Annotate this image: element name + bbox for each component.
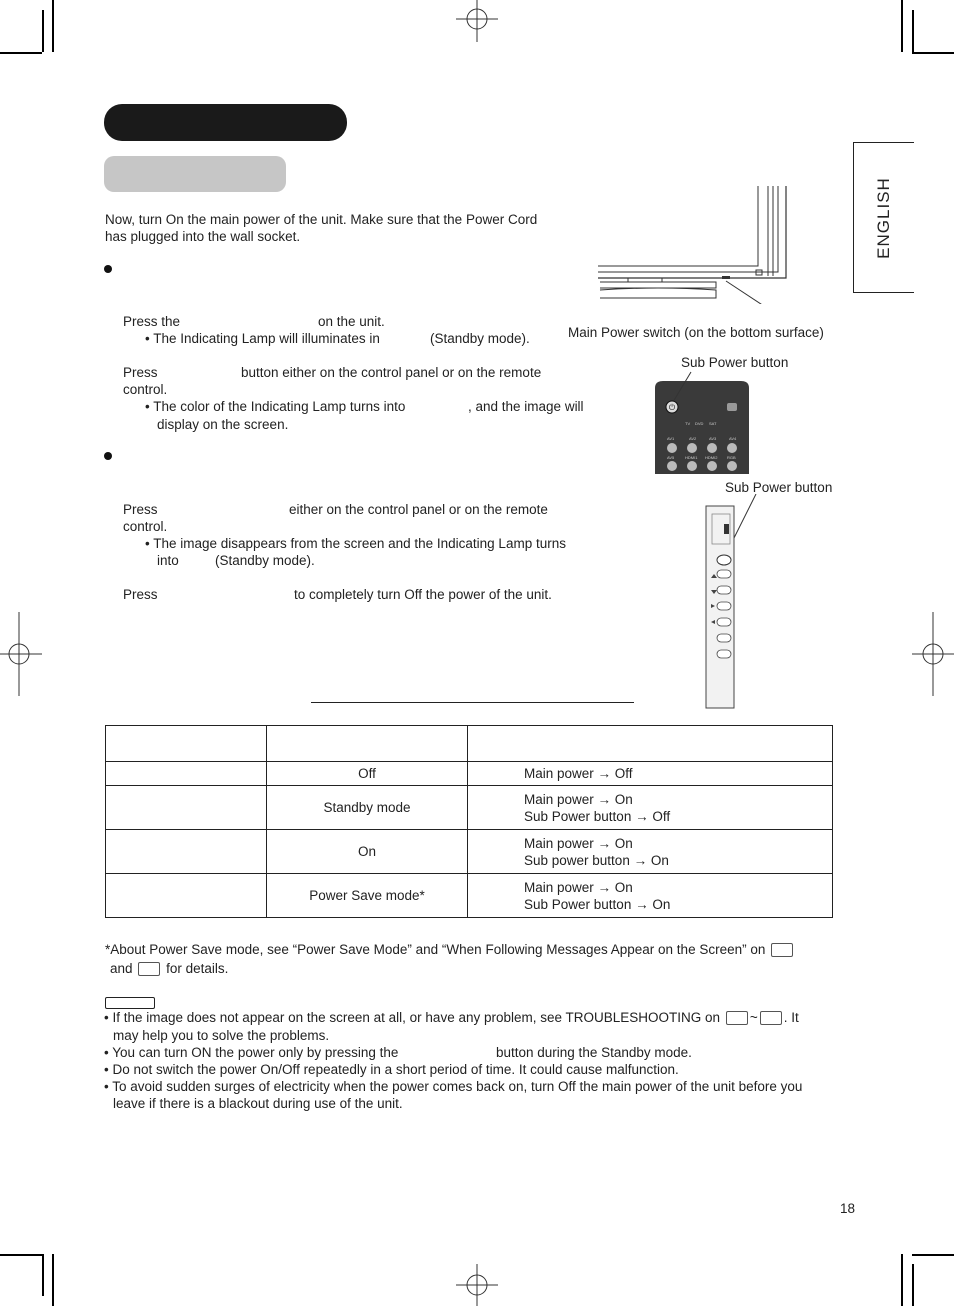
- note-line: may help you to solve the problems.: [113, 1028, 330, 1043]
- tv-bottom-illustration: [598, 186, 798, 304]
- note-text: • If the image does not appear on the screen at all, or have any problem, see TROUBLESHOOTING on: [104, 1010, 721, 1025]
- remote-control-illustration: [655, 370, 750, 474]
- footnote-details: for details.: [166, 961, 229, 976]
- table-condition: Main power → On: [524, 835, 633, 851]
- crop-mark: [912, 1264, 914, 1306]
- remote-label-av3: AV3: [709, 436, 717, 441]
- turn-off-step1-note: • The image disappears from the screen and the Indicating Lamp turns: [145, 536, 566, 551]
- turn-on-step1: Press the: [123, 314, 181, 329]
- page-number: 18: [840, 1201, 856, 1216]
- table-row: [106, 762, 833, 786]
- note-line: button during the Standby mode.: [496, 1045, 692, 1060]
- turn-off-step1-note-suffix: (Standby mode).: [215, 553, 315, 568]
- remote-label-av5: AV5: [667, 455, 675, 460]
- table-condition: Main power → On: [524, 879, 633, 895]
- section-heading-bar: [104, 104, 347, 141]
- page-ref-icon: [760, 1011, 782, 1025]
- turn-on-step2-line2: control.: [123, 382, 168, 397]
- table-state: On: [267, 830, 468, 874]
- sub-power-panel-label: Sub Power button: [725, 480, 833, 495]
- remote-label-hdmi1: HDMI1: [685, 455, 698, 460]
- turn-off-step1: Press: [123, 502, 158, 517]
- table-row: [106, 786, 833, 830]
- crop-mark: [901, 0, 903, 52]
- note-text: . It: [783, 1010, 799, 1025]
- remote-label-av4: AV4: [729, 436, 737, 441]
- note-line: • To avoid sudden surges of electricity when the power comes back on, turn Off the main power of the unit before you: [104, 1079, 803, 1094]
- note-icon: [105, 997, 155, 1009]
- table-state: Power Save mode*: [267, 874, 468, 918]
- remote-label-av2: AV2: [689, 436, 697, 441]
- turn-on-step1-note-suffix: (Standby mode).: [430, 331, 530, 346]
- table-row: [106, 830, 833, 874]
- page-ref-icon: [726, 1011, 748, 1025]
- table-header-row: [106, 726, 833, 762]
- main-power-switch-label: Main Power switch (on the bottom surface): [568, 325, 824, 340]
- control-panel-illustration: [700, 494, 760, 710]
- note-line: • You can turn ON the power only by pressing the: [104, 1045, 399, 1060]
- footnote-line2: [110, 960, 228, 977]
- table-condition: Main power → On: [524, 791, 633, 807]
- subsection-heading-bar: [104, 156, 286, 192]
- crop-mark: [52, 0, 54, 52]
- remote-label-sat: SAT: [709, 421, 717, 426]
- bullet-dot: [104, 452, 112, 460]
- footnote-line1: *About Power Save mode, see “Power Save Mode” and “When Following Messages Appear on the Screen” on: [105, 942, 766, 957]
- intro-line: has plugged into the wall socket.: [105, 229, 301, 244]
- turn-on-step2-suffix: button either on the control panel or on the remote: [241, 365, 542, 380]
- remote-label-rgb: RGB: [727, 455, 736, 460]
- sub-power-remote-label: Sub Power button: [681, 355, 789, 370]
- turn-on-step2: Press: [123, 365, 158, 380]
- footnote-and: and: [110, 961, 133, 976]
- remote-label-dvd: DVD: [695, 421, 704, 426]
- power-icon: ⏻: [668, 403, 676, 412]
- turn-off-step2-suffix: to completely turn Off the power of the unit.: [294, 587, 552, 602]
- crop-mark: [42, 10, 44, 52]
- turn-off-step1-suffix: either on the control panel or on the remote: [289, 502, 548, 517]
- page-ref-icon: [138, 962, 160, 976]
- turn-off-step2: Press: [123, 587, 158, 602]
- power-status-table: [105, 725, 833, 918]
- table-condition: Sub Power button → Off: [524, 808, 671, 824]
- crop-mark: [0, 1254, 42, 1256]
- registration-mark: [912, 612, 954, 696]
- table-condition: Sub power button → On: [524, 852, 669, 868]
- bullet-dot: [104, 265, 112, 273]
- turn-on-step1-note: • The Indicating Lamp will illuminates in: [145, 331, 380, 346]
- table-condition: Main power → Off: [524, 766, 633, 781]
- note-tilde: ~: [749, 1010, 758, 1025]
- crop-mark: [912, 10, 914, 52]
- turn-on-step2-note-suffix: , and the image will: [468, 399, 584, 414]
- turn-on-step1-suffix: on the unit.: [318, 314, 385, 329]
- note-line: leave if there is a blackout during use of the unit.: [113, 1096, 403, 1111]
- registration-mark: [456, 0, 498, 42]
- intro-line: Now, turn On the main power of the unit. Make sure that the Power Cord: [105, 212, 538, 227]
- language-tab-label: ENGLISH: [874, 176, 893, 259]
- crop-mark: [912, 52, 954, 54]
- turn-on-step2-note: • The color of the Indicating Lamp turns into: [145, 399, 406, 414]
- language-tab: [853, 142, 914, 293]
- turn-off-step1-line2: control.: [123, 519, 168, 534]
- note-line: [104, 1009, 799, 1026]
- crop-mark: [52, 1254, 54, 1306]
- crop-mark: [0, 52, 42, 54]
- registration-mark: [456, 1264, 498, 1306]
- footnote: [105, 941, 795, 958]
- remote-label-hdmi2: HDMI2: [705, 455, 718, 460]
- remote-label-tv: TV: [685, 421, 691, 426]
- note-line: • Do not switch the power On/Off repeatedly in a short period of time. It could cause malfunction.: [104, 1062, 679, 1077]
- divider: [311, 702, 634, 703]
- crop-mark: [42, 1254, 44, 1296]
- table-row: [106, 874, 833, 918]
- turn-on-step2-note-line2: display on the screen.: [157, 417, 289, 432]
- table-state: Off: [267, 762, 468, 786]
- registration-mark: [0, 612, 42, 696]
- table-condition: Sub Power button → On: [524, 896, 671, 912]
- crop-mark: [901, 1254, 903, 1306]
- remote-label-av1: AV1: [667, 436, 675, 441]
- table-state: Standby mode: [267, 786, 468, 830]
- turn-off-step1-note-prefix: into: [157, 553, 179, 568]
- crop-mark: [912, 1254, 954, 1256]
- page-ref-icon: [771, 943, 793, 957]
